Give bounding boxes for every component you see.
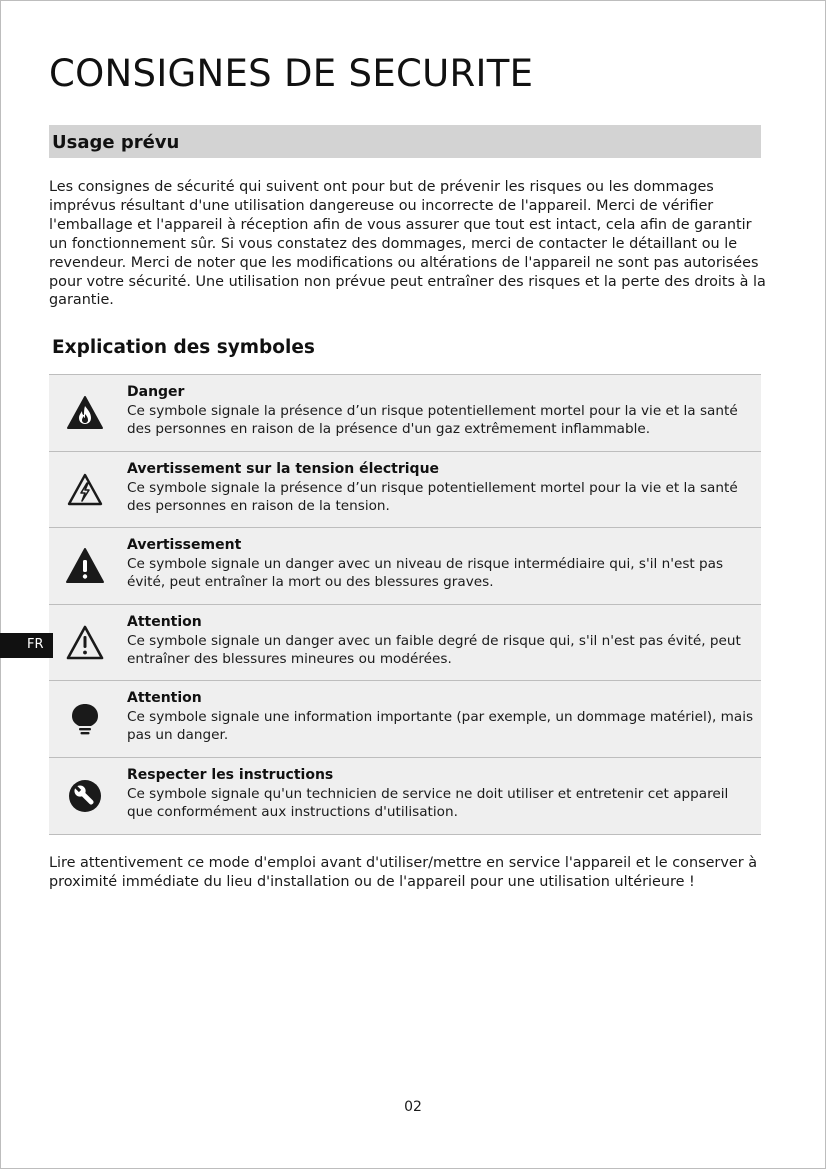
exclamation-warning-icon [65, 546, 105, 586]
symbol-title: Attention [127, 613, 202, 630]
section-header-bar [49, 125, 761, 158]
intro-paragraph: Les consignes de sécurité qui suivent ont pour but de prévenir les risques ou les dommages imprévus résultant d'une utilisation dangereuse ou incorrecte de l'appareil. Merci de vérifier l'emballage et l'appareil à réception afin de vous assurer que tout est intact, cela afin de garantir un fonctionnement sûr. Si vous constatez des dommages, merci de contacter le détaillant ou le revendeur. Merci de noter que les modifications ou altérations de l'appareil ne sont pas autorisées pour votre sécurité. Une utilisation non prévue peut entraîner des risques et la perte des droits à la garantie. [49, 179, 766, 309]
symbol-row-caution [49, 605, 761, 682]
page-number: 02 [404, 1099, 422, 1115]
language-tab [0, 633, 53, 658]
symbol-row-danger [49, 375, 761, 452]
symbol-row-voltage [49, 452, 761, 529]
symbol-row-warning [49, 528, 761, 605]
symbol-description: Ce symbole signale la présence d’un risque potentiellement mortel pour la vie et la santé des personnes en raison de la tension. [127, 479, 738, 514]
symbols-table [49, 374, 761, 835]
symbol-description: Ce symbole signale un danger avec un niveau de risque intermédiaire qui, s'il n'est pas évité, peut entraîner la mort ou des blessures graves. [127, 556, 724, 591]
wrench-icon [65, 776, 105, 816]
language-tab-label: FR [27, 637, 44, 652]
symbol-description: Ce symbole signale une information importante (par exemple, un dommage matériel), mais pas un danger. [127, 709, 754, 744]
flammable-warning-icon [65, 393, 105, 433]
symbol-title: Respecter les instructions [127, 766, 334, 783]
symbol-description: Ce symbole signale qu'un technicien de service ne doit utiliser et entretenir cet appareil que conformément aux instructions d'utilisation. [127, 785, 729, 820]
symbol-title: Attention [127, 690, 202, 707]
section-heading: Usage prévu [52, 132, 180, 153]
symbols-heading: Explication des symboles [52, 337, 315, 358]
electric-voltage-icon [65, 470, 105, 510]
symbol-title: Danger [127, 384, 185, 400]
symbol-row-instructions [49, 758, 761, 835]
lightbulb-icon [65, 699, 105, 739]
symbol-title: Avertissement sur la tension électrique [127, 460, 440, 477]
closing-paragraph: Lire attentivement ce mode d'emploi avant d'utiliser/mettre en service l'appareil et le conserver à proximité immédiate du lieu d'installation ou de l'appareil pour une utilisation ultérieure ! [49, 855, 758, 890]
symbol-description: Ce symbole signale un danger avec un faible degré de risque qui, s'il n'est pas évité, peut entraîner des blessures mineures ou modérées. [127, 632, 741, 667]
caution-outline-icon [65, 623, 105, 663]
symbol-description: Ce symbole signale la présence d’un risque potentiellement mortel pour la vie et la santé des personnes en raison de la présence d'un gaz extrêmement inflammable. [127, 403, 738, 437]
symbol-row-information [49, 681, 761, 758]
symbol-title: Avertissement [127, 537, 242, 554]
page-title: CONSIGNES DE SECURITE [49, 52, 534, 95]
